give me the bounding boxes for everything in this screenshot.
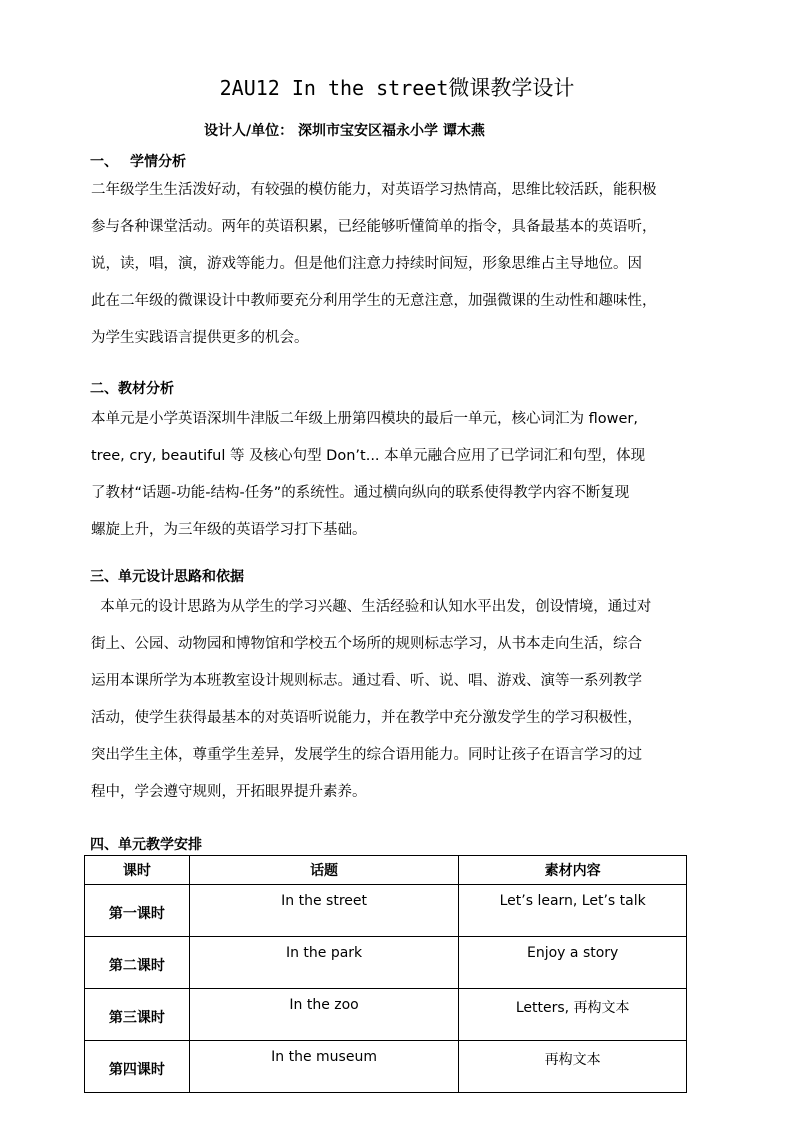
table-row [85,937,687,989]
section-heading-3 [90,566,244,586]
lesson-cell: 第三课时 [85,989,190,1041]
section-heading-1 [90,151,186,171]
paragraph-line: 了教材“话题-功能-结构-任务”的系统性。通过横向纵向的联系使得教学内容不断复现 [91,485,630,501]
material-cell: 再构文本 [459,1041,687,1093]
topic-cell: In the zoo [189,989,459,1041]
section-heading-4 [90,834,202,854]
topic-cell: In the museum [189,1041,459,1093]
paragraph-line: 此在二年级的微课设计中教师要充分利用学生的无意注意，加强微课的生动性和趣味性， [91,293,657,309]
section-heading-2 [90,378,174,398]
paragraph-line: 螺旋上升，为三年级的英语学习打下基础。 [91,522,367,538]
paragraph-line: 为学生实践语言提供更多的机会。 [91,330,309,346]
section-title: 学情分析 [130,154,186,170]
paragraph-line: 程中，学会遵守规则，开拓眼界提升素养。 [91,784,367,800]
author-line: 设计人/单位： 深圳市宝安区福永小学 谭木燕 [204,123,485,139]
paragraph-line: 街上、公园、动物园和博物馆和学校五个场所的规则标志学习，从书本走向生活，综合 [91,636,642,652]
section-number: 四、 [90,837,118,853]
table-row [85,989,687,1041]
section-number: 三、 [90,569,118,585]
lesson-schedule-table [84,855,687,1093]
title-prefix: 2AU12 In the street [219,76,449,100]
paragraph-line: 参与各种课堂活动。两年的英语积累，已经能够听懂简单的指令，具备最基本的英语听， [91,219,657,235]
material-cell: Enjoy a story [459,937,687,989]
material-cell: Let’s learn, Let’s talk [459,885,687,937]
topic-cell: In the street [189,885,459,937]
paragraph-line: 突出学生主体，尊重学生差异，发展学生的综合语用能力。同时让孩子在语言学习的过 [91,747,642,763]
table-header-row [85,856,687,885]
topic-cell: In the park [189,937,459,989]
header-material: 素材内容 [459,856,687,885]
paragraph-line: tree, cry, beautiful 等 及核心句型 Don’t... 本单元融合应用了已学词汇和句型，体现 [91,448,646,464]
table-row [85,885,687,937]
paragraph-line: 运用本课所学为本班教室设计规则标志。通过看、听、说、唱、游戏、演等一系列教学 [91,673,642,689]
section-title: 教材分析 [118,381,174,397]
paragraph-line: 本单元是小学英语深圳牛津版二年级上册第四模块的最后一单元，核心词汇为 flower, [91,411,638,427]
lesson-cell: 第二课时 [85,937,190,989]
table-row [85,1041,687,1093]
lesson-cell: 第一课时 [85,885,190,937]
paragraph-line: 活动，使学生获得最基本的对英语听说能力，并在教学中充分激发学生的学习积极性， [91,710,642,726]
section-title: 单元设计思路和依据 [118,569,244,585]
material-cell: Letters, 再构文本 [459,989,687,1041]
document-title [0,72,794,102]
section-number: 二、 [90,381,118,397]
lesson-cell: 第四课时 [85,1041,190,1093]
title-suffix: 微课教学设计 [448,76,575,100]
section-1-paragraph [91,172,707,357]
paragraph-line: 说，读，唱，演，游戏等能力。但是他们注意力持续时间短，形象思维占主导地位。因 [91,256,642,272]
paragraph-line: 本单元的设计思路为从学生的学习兴趣、生活经验和认知水平出发，创设情境，通过对 [91,599,652,615]
section-number: 一、 [90,154,118,170]
header-lesson: 课时 [85,856,190,885]
section-3-paragraph [91,589,707,811]
section-2-paragraph [91,401,707,549]
section-title: 单元教学安排 [118,837,202,853]
paragraph-line: 二年级学生生活泼好动，有较强的模仿能力，对英语学习热情高，思维比较活跃，能积极 [91,182,657,198]
header-topic: 话题 [189,856,459,885]
